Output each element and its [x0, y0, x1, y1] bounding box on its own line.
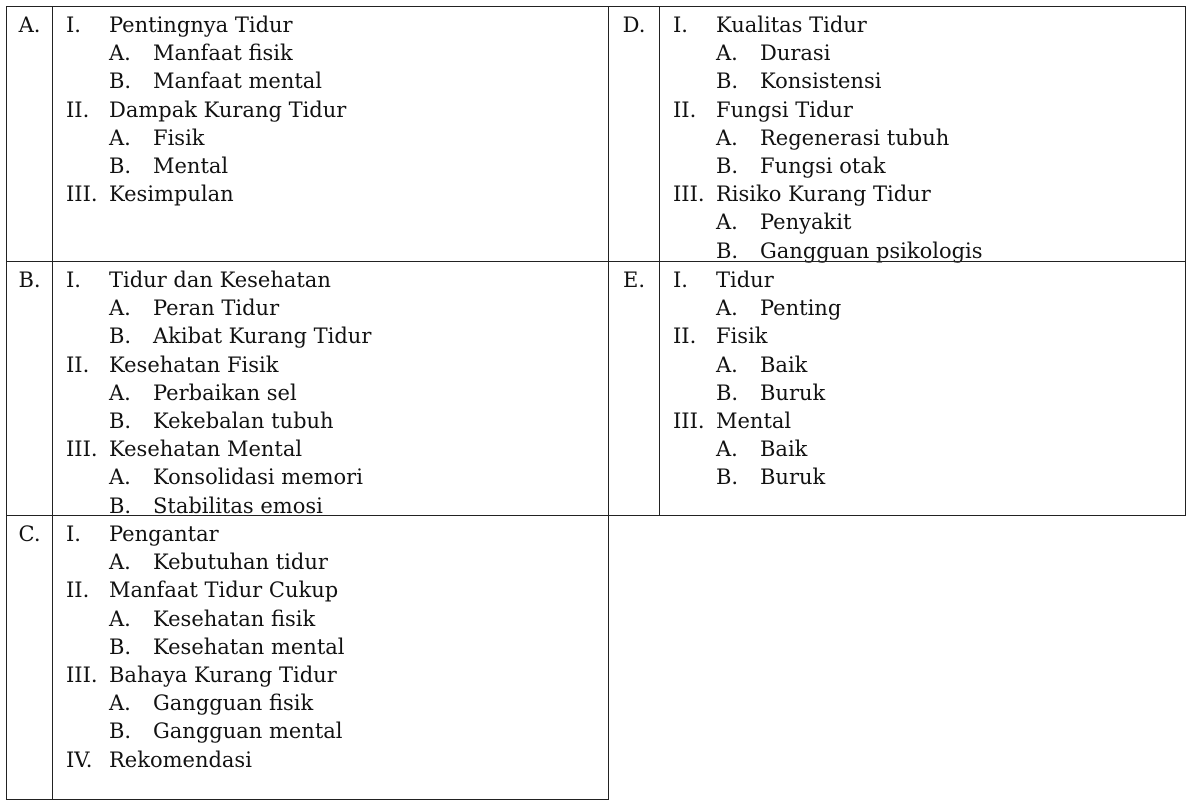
outline-line: B. Akibat Kurang Tidur [109, 324, 372, 349]
option-a-letter-cell [6, 6, 53, 262]
option-c-letter: C. [18, 522, 41, 546]
outline-line: II. Fisik [673, 324, 768, 349]
option-d-letter: D. [622, 13, 646, 37]
outline-line: A. Baik [716, 352, 808, 377]
outline-line: B. Kesehatan mental [109, 634, 345, 659]
option-e-letter: E. [622, 268, 645, 292]
outline-line: II. Dampak Kurang Tidur [66, 97, 347, 122]
outline-line: I. Tidur [673, 268, 774, 292]
outline-line: A. Regenerasi tubuh [716, 125, 950, 150]
option-b-outline [52, 261, 609, 516]
outline-line: III. Risiko Kurang Tidur [673, 182, 931, 207]
outline-line: II. Fungsi Tidur [673, 97, 853, 122]
outline-line: I. Tidur dan Kesehatan [66, 268, 331, 292]
outline-line: III. Kesimpulan [66, 182, 234, 207]
outline-line: B. Stabilitas emosi [109, 493, 323, 518]
outline-line: A. Gangguan fisik [109, 691, 314, 716]
option-b-letter: B. [18, 268, 41, 292]
option-e-outline [659, 261, 1186, 516]
outline-line: A. Penyakit [716, 210, 852, 235]
outline-line: I. Kualitas Tidur [673, 13, 867, 37]
outline-line: B. Kekebalan tubuh [109, 408, 334, 433]
outline-line: A. Kebutuhan tidur [109, 550, 328, 575]
option-c-letter-cell [6, 515, 53, 800]
outline-line: B. Buruk [716, 380, 826, 405]
outline-line: III. Bahaya Kurang Tidur [66, 662, 337, 687]
outline-line: A. Peran Tidur [109, 296, 280, 321]
outline-line: III. Kesehatan Mental [66, 437, 303, 462]
outline-line: B. Konsistensi [716, 69, 882, 94]
outline-line: B. Gangguan psikologis [716, 238, 983, 263]
outline-line: B. Fungsi otak [716, 153, 886, 178]
option-d-outline [659, 6, 1186, 262]
outline-line: A. Baik [716, 437, 808, 462]
outline-line: III. Mental [673, 408, 792, 433]
option-e-letter-cell [608, 261, 660, 516]
option-d-letter-cell [608, 6, 660, 262]
outline-line: A. Perbaikan sel [109, 380, 297, 405]
outline-line: A. Fisik [109, 125, 205, 150]
outline-line: A. Kesehatan fisik [109, 606, 316, 631]
option-b-letter-cell [6, 261, 53, 516]
outline-line: B. Mental [109, 153, 229, 178]
outline-line: IV. Rekomendasi [66, 747, 252, 772]
outline-line: B. Manfaat mental [109, 69, 323, 94]
outline-line: A. Durasi [716, 41, 831, 66]
outline-line: A. Manfaat fisik [109, 41, 293, 66]
outline-line: A. Penting [716, 296, 842, 321]
option-c-outline [52, 515, 609, 800]
option-a-letter: A. [18, 13, 41, 37]
outline-line: II. Manfaat Tidur Cukup [66, 578, 339, 603]
outline-line: B. Gangguan mental [109, 719, 343, 744]
outline-line: I. Pengantar [66, 522, 219, 546]
option-a-outline [52, 6, 609, 262]
outline-line: I. Pentingnya Tidur [66, 13, 293, 37]
outline-line: II. Kesehatan Fisik [66, 352, 279, 377]
outline-line: B. Buruk [716, 465, 826, 490]
outline-line: A. Konsolidasi memori [109, 465, 363, 490]
